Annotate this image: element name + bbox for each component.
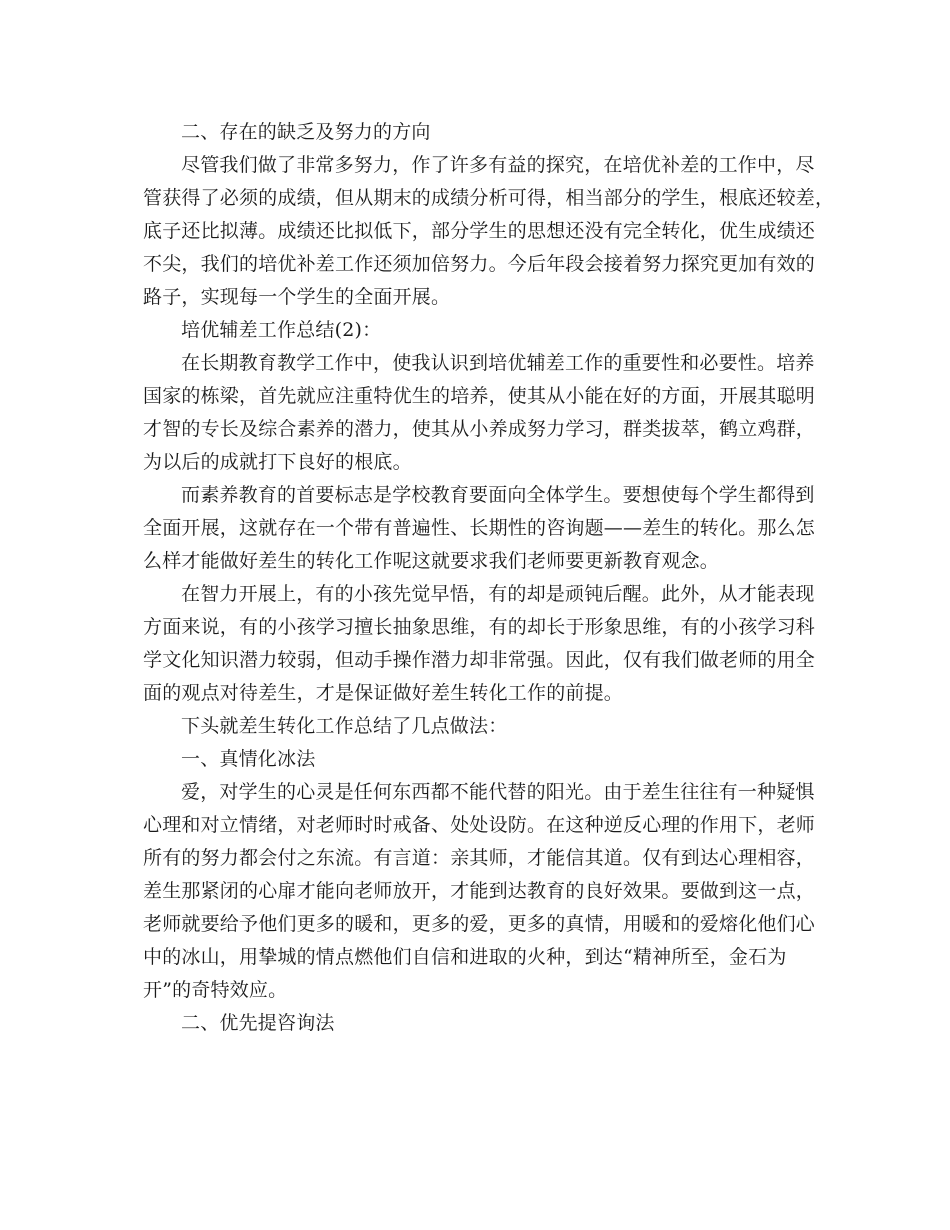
paragraph-line: 底子还比拟薄。成绩还比拟低下，部分学生的思想还没有完全转化，优生成绩还 [143,220,816,242]
paragraph-line: 而素养教育的首要标志是学校教育要面向全体学生。要想使每个学生都得到 [181,484,815,506]
paragraph-line: 下头就差生转化工作总结了几点做法： [181,715,508,737]
paragraph-line: 才智的专长及综合素养的潜力，使其从小养成努力学习，群类拔萃，鹤立鸡群， [143,418,816,440]
paragraph-line: 不尖，我们的培优补差工作还须加倍努力。今后年段会接着努力探究更加有效的 [143,253,816,275]
paragraph-line: 爱，对学生的心灵是任何东西都不能代替的阳光。由于差生往往有一种疑惧 [181,781,815,803]
paragraph-line: 在长期教育教学工作中，使我认识到培优辅差工作的重要性和必要性。培养 [181,352,815,374]
paragraph-line: 方面来说，有的小孩学习擅长抽象思维，有的却长于形象思维，有的小孩学习科 [143,616,816,638]
paragraph-line: 么样才能做好差生的转化工作呢这就要求我们老师要更新教育观念。 [143,550,720,572]
paragraph-line: 国家的栋梁，首先就应注重特优生的培养，使其从小能在好的方面，开展其聪明 [143,385,816,407]
document-body [143,116,835,1040]
paragraph-line: 尽管我们做了非常多努力，作了许多有益的探究，在培优补差的工作中，尽 [181,154,815,176]
paragraph-line: 心理和对立情绪，对老师时时戒备、处处设防。在这种逆反心理的作用下，老师 [143,814,816,836]
paragraph-line: 管获得了必须的成绩，但从期末的成绩分析可得，相当部分的学生，根底还较差， [143,187,835,209]
paragraph-line: 差生那紧闭的心扉才能向老师放开，才能到达教育的良好效果。要做到这一点， [143,880,816,902]
section-heading: 二、存在的缺乏及努力的方向 [181,121,431,143]
paragraph-line: 学文化知识潜力较弱，但动手操作潜力却非常强。因此，仅有我们做老师的用全 [143,649,816,671]
paragraph-line: 面的观点对待差生，才是保证做好差生转化工作的前提。 [143,682,624,704]
paragraph-line: 在智力开展上，有的小孩先觉早悟，有的却是顽钝后醒。此外，从才能表现 [181,583,815,605]
paragraph-line: 中的冰山，用挚城的情点燃他们自信和进取的火种，到达“精神所至，金石为 [143,946,787,968]
paragraph-line: 所有的努力都会付之东流。有言道：亲其师，才能信其道。仅有到达心理相容， [143,847,816,869]
section-heading: 一、真情化冰法 [181,748,316,770]
document-subtitle: 培优辅差工作总结(2)： [181,319,382,341]
paragraph-line: 路子，实现每一个学生的全面开展。 [143,286,451,308]
paragraph-line: 老师就要给予他们更多的暖和，更多的爱，更多的真情，用暖和的爱熔化他们心 [143,913,816,935]
section-heading: 二、优先提咨询法 [181,1012,335,1034]
paragraph-line: 开”的奇特效应。 [143,979,288,1001]
paragraph-line: 全面开展，这就存在一个带有普遍性、长期性的咨询题——差生的转化。那么怎 [143,517,816,539]
paragraph-line: 为以后的成就打下良好的根底。 [143,451,412,473]
